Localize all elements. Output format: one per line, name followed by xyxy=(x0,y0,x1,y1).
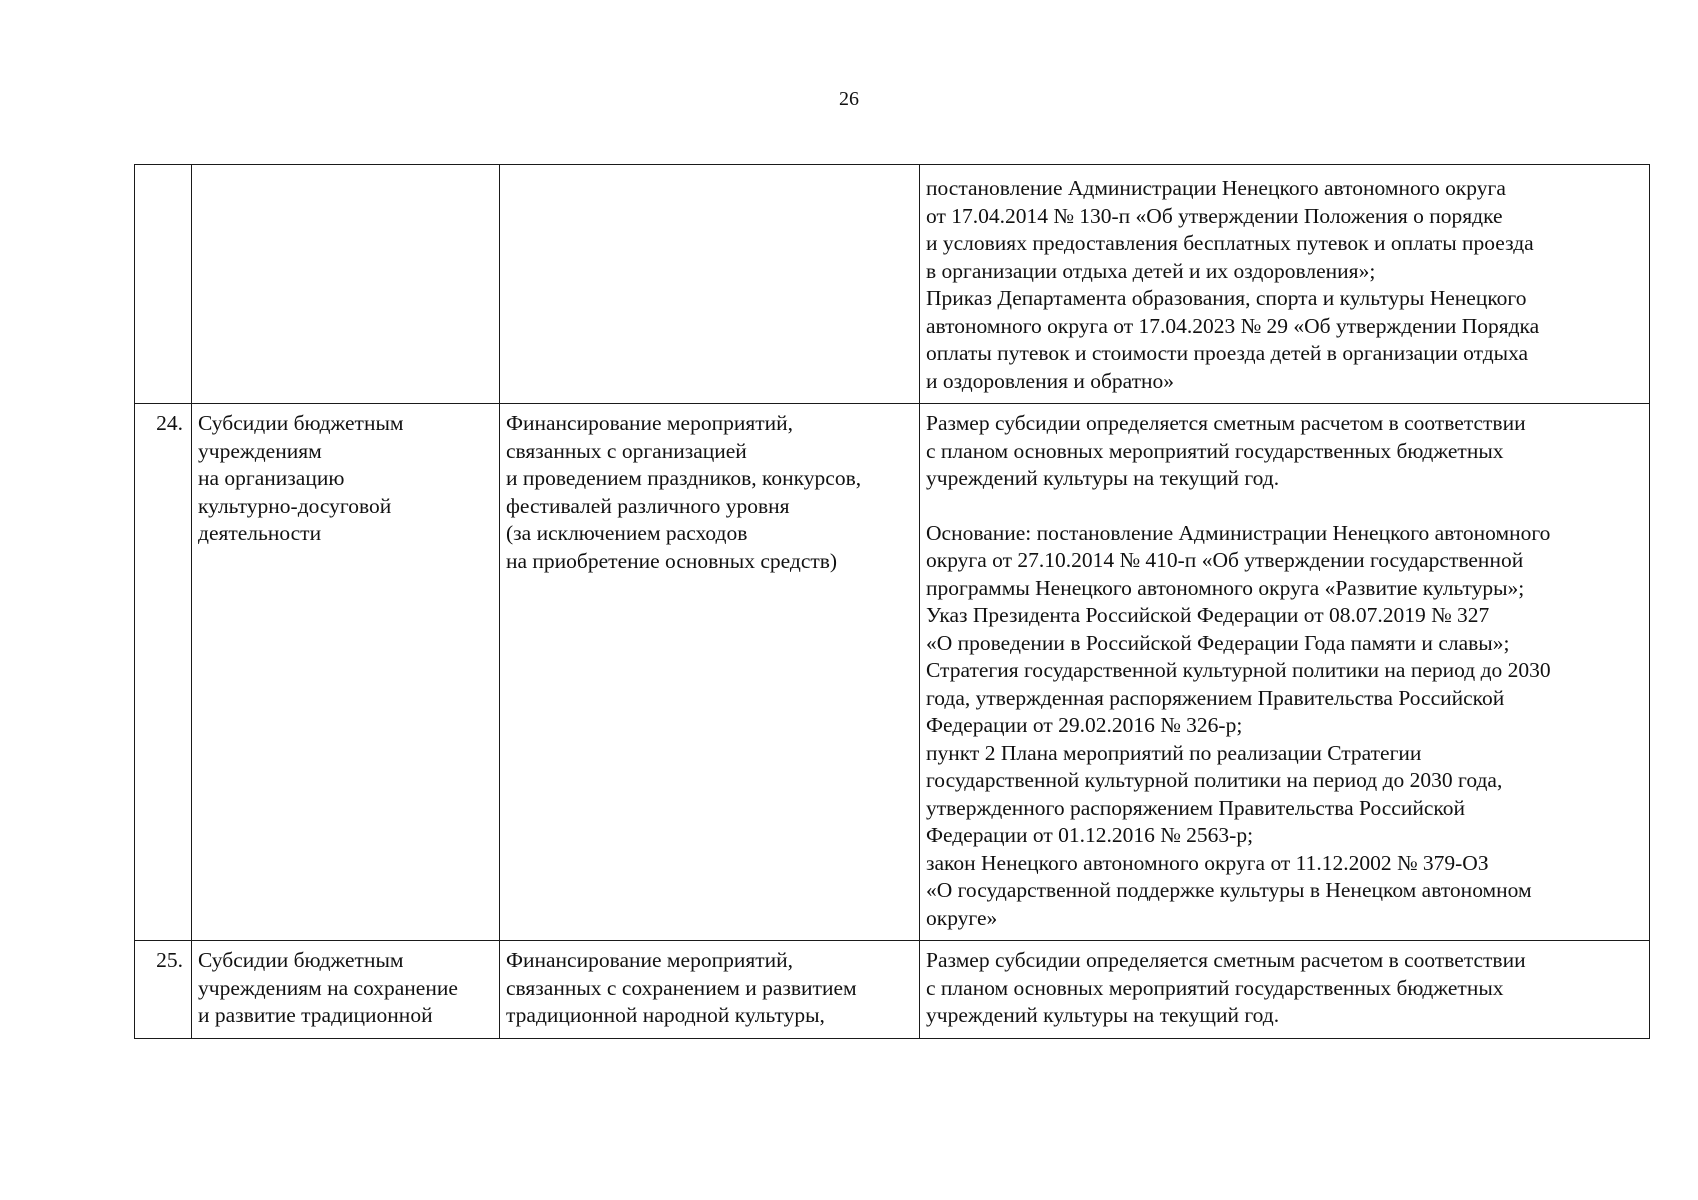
purpose-cell: Финансирование мероприятий, связанных с сохранением и развитием традиционной народной культуры, xyxy=(500,941,920,1039)
basis-cell xyxy=(920,404,1650,941)
basis-cell: Размер субсидии определяется сметным расчетом в соответствии с планом основных мероприятий государственных бюджетных учреждений культуры на текущий год. xyxy=(920,941,1650,1039)
basis-intro-text: Размер субсидии определяется сметным расчетом в соответствии с планом основных мероприятий государственных бюджетных учреждений культуры на текущий год. xyxy=(926,411,1526,490)
table-row xyxy=(135,941,1650,1039)
basis-legal-text: Основание: постановление Администрации Ненецкого автономного округа от 27.10.2014 № 410-п «Об утверждении государственной программы Ненецкого автономного округа «Развитие культуры»; Указ Президента Российской Федерации от 08.07.2019 № 327 «О проведении в Российской Федерации Года памяти и славы»; Стратегия государственной культурной политики на период до 2030 года, утвержденная распоряжением Правительства Российской Федерации от 29.02.2016 № 326-р; пункт 2 Плана мероприятий по реализации Стратегии государственной культурной политики на период до 2030 года, утвержденного распоряжением Правительства Российской Федерации от 01.12.2016 № 2563-р; закон Ненецкого автономного округа от 11.12.2002 № 379-ОЗ «О государственной поддержке культуры в Ненецком автономном округе» xyxy=(926,520,1551,930)
page-number: 26 xyxy=(839,88,859,110)
subsidy-name-cell: Субсидии бюджетным учреждениям на сохранение и развитие традиционной xyxy=(192,941,500,1039)
purpose-cell: Финансирование мероприятий, связанных с организацией и проведением праздников, конкурсов, фестивалей различного уровня (за исключением расходов на приобретение основных средств) xyxy=(500,404,920,941)
subsidy-name-cell: Субсидии бюджетным учреждениям на организацию культурно-досуговой деятельности xyxy=(192,404,500,941)
document-table xyxy=(134,164,1650,1039)
paragraph-gap xyxy=(926,493,1643,520)
row-number-cell: 25. xyxy=(135,941,192,1039)
row-number-cell xyxy=(135,165,192,404)
basis-cell: постановление Администрации Ненецкого автономного округа от 17.04.2014 № 130-п «Об утверждении Положения о порядке и условиях предоставления бесплатных путевок и оплаты проезда в организации отдыха детей и их оздоровления»; Приказ Департамента образования, спорта и культуры Ненецкого автономного округа от 17.04.2023 № 29 «Об утверждении Порядка оплаты путевок и стоимости проезда детей в организации отдыха и оздоровления и обратно» xyxy=(920,165,1650,404)
table-row xyxy=(135,404,1650,941)
purpose-cell xyxy=(500,165,920,404)
subsidy-name-cell xyxy=(192,165,500,404)
table-row xyxy=(135,165,1650,404)
row-number-cell: 24. xyxy=(135,404,192,941)
